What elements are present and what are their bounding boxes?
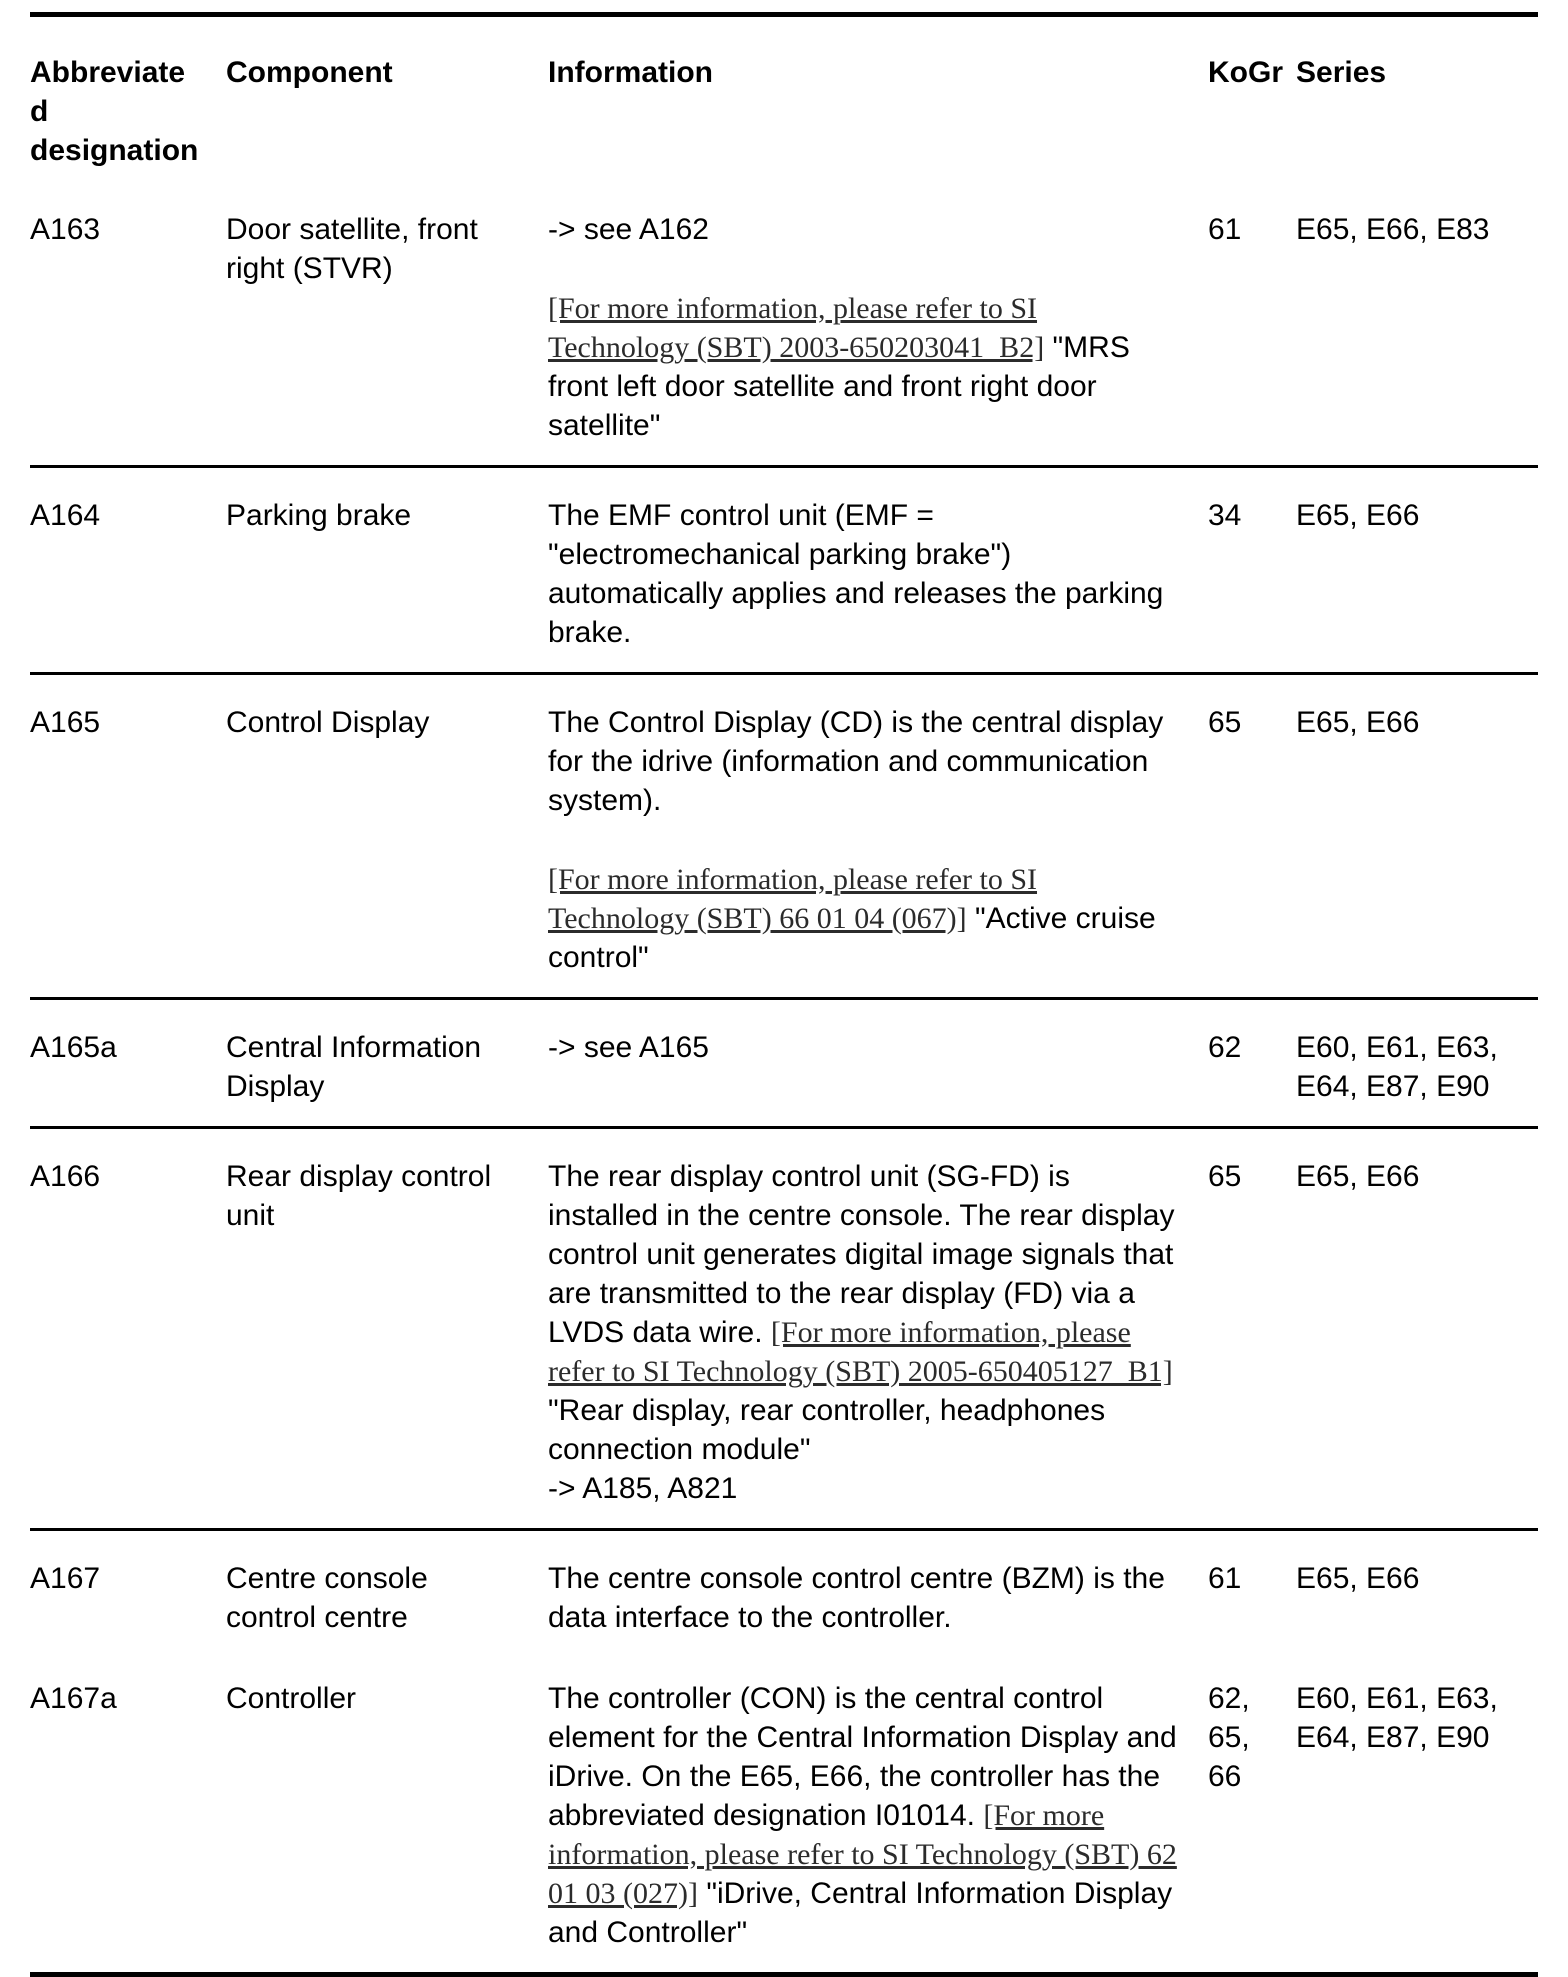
table-row-a166 (30, 1129, 1538, 1528)
kogr-cell: 34 (1208, 499, 1242, 532)
kogr-cell: 65 (1208, 706, 1242, 739)
component-cell: Control Display (226, 706, 430, 739)
si-technology-link[interactable]: [For more information, please refer to SI Technology (SBT) 2005-650405127_B1] (548, 1316, 1173, 1388)
information-cell (548, 210, 1208, 445)
info-text: The controller (CON) is the central control element for the Central Information Display and iDrive. On the E65, E66, the controller has the abbreviated designation I01014. (548, 1682, 1177, 1832)
series-cell: E60, E61, E63, E64, E87, E90 (1296, 1031, 1498, 1103)
header-information: Information (548, 56, 713, 89)
header-designation: Abbreviated designation (30, 56, 199, 167)
table-row-a165a (30, 1000, 1538, 1126)
header-component: Component (226, 56, 393, 89)
header-kogr: KoGr (1208, 56, 1283, 89)
series-cell: E65, E66 (1296, 706, 1420, 739)
table-row-a165 (30, 675, 1538, 997)
info-text: "iDrive, Central Information Display and Controller" (548, 1877, 1173, 1949)
info-text: "MRS front left door satellite and front right door satellite" (548, 331, 1130, 442)
info-text: -> A185, A821 (548, 1472, 738, 1505)
designation-cell: A167a (30, 1682, 117, 1715)
component-cell: Rear display control unit (226, 1160, 492, 1232)
series-cell: E60, E61, E63, E64, E87, E90 (1296, 1682, 1498, 1754)
series-cell: E65, E66 (1296, 499, 1420, 532)
table-row-a167 (30, 1531, 1538, 1645)
series-cell: E65, E66 (1296, 1160, 1420, 1193)
kogr-cell: 61 (1208, 1562, 1242, 1595)
designation-cell: A164 (30, 499, 101, 532)
info-text: The Control Display (CD) is the central display for the idrive (information and communication system). (548, 706, 1164, 817)
component-cell: Door satellite, front right (STVR) (226, 213, 478, 285)
info-text: The rear display control unit (SG-FD) is installed in the centre console. The rear display control unit generates digital image signals that are transmitted to the rear display (FD) via a LVDS data wire. (548, 1160, 1175, 1349)
component-cell: Central Information Display (226, 1031, 482, 1103)
component-cell: Centre console control centre (226, 1562, 428, 1634)
table-row-a167a (30, 1645, 1538, 1972)
information-cell (548, 1679, 1208, 1952)
information-cell (548, 1157, 1208, 1508)
information-cell (548, 496, 1208, 652)
info-text: The centre console control centre (BZM) is the data interface to the controller. (548, 1562, 1165, 1634)
information-cell (548, 1559, 1208, 1637)
bottom-rule (30, 1972, 1538, 1977)
info-text: "Active cruise control" (548, 902, 1156, 974)
series-cell: E65, E66 (1296, 1562, 1420, 1595)
information-cell (548, 703, 1208, 977)
kogr-cell: 65 (1208, 1160, 1242, 1193)
designation-cell: A165 (30, 706, 101, 739)
header-series: Series (1296, 56, 1387, 89)
info-text: -> see A162 (548, 213, 709, 246)
designation-cell: A163 (30, 213, 101, 246)
si-technology-link[interactable]: [For more information, please refer to SI Technology (SBT) 2003-650203041_B2] (548, 292, 1045, 364)
information-cell (548, 1028, 1208, 1067)
info-text: The EMF control unit (EMF = "electromechanical parking brake") automatically applies and releases the parking brake. (548, 499, 1164, 649)
component-cell: Controller (226, 1682, 357, 1715)
designation-cell: A166 (30, 1160, 101, 1193)
series-cell: E65, E66, E83 (1296, 213, 1490, 246)
si-technology-link[interactable]: [For more information, please refer to SI Technology (SBT) 66 01 04 (067)] (548, 863, 1038, 935)
si-technology-link[interactable]: [For more information, please refer to SI Technology (SBT) 62 01 03 (027)] (548, 1799, 1177, 1910)
designation-cell: A167 (30, 1562, 101, 1595)
kogr-cell: 61 (1208, 213, 1242, 246)
info-text: "Rear display, rear controller, headphones connection module" (548, 1394, 1106, 1466)
table-header (30, 17, 1538, 182)
kogr-cell: 62, 65, 66 (1208, 1682, 1250, 1793)
kogr-cell: 62 (1208, 1031, 1242, 1064)
component-cell: Parking brake (226, 499, 412, 532)
table-row-a164 (30, 468, 1538, 672)
info-text: -> see A165 (548, 1031, 709, 1064)
table-row-a163 (30, 182, 1538, 465)
designation-cell: A165a (30, 1031, 117, 1064)
